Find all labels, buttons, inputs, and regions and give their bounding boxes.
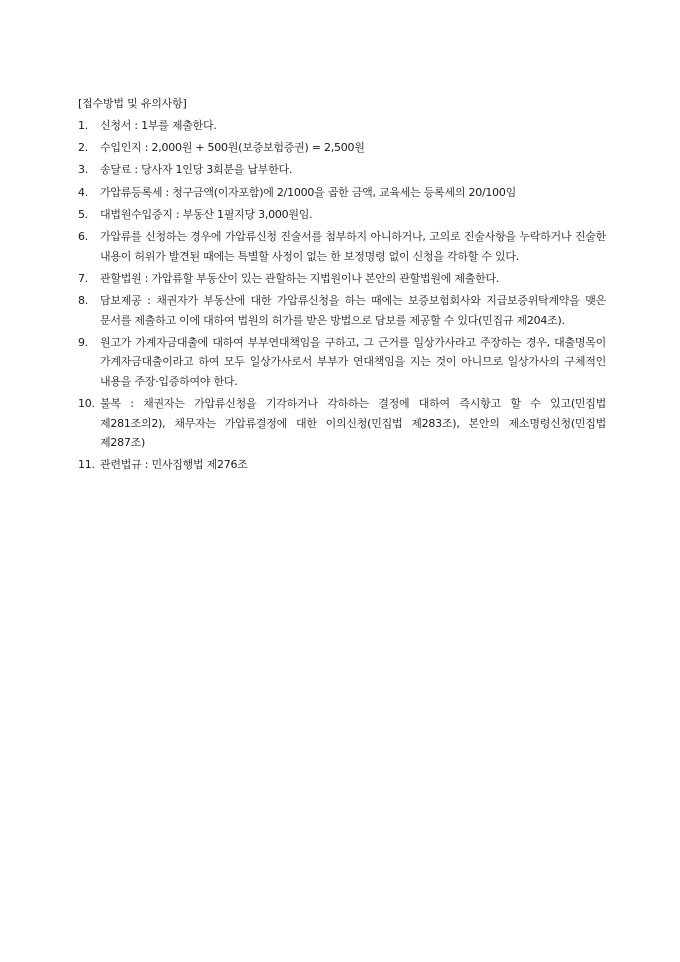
section-heading: [접수방법 및 유의사항] <box>78 97 187 110</box>
item-number: 1. <box>78 119 88 132</box>
item-number: 3. <box>78 163 88 177</box>
list-item <box>78 455 606 475</box>
item-text: 원고가 가계자금대출에 대하여 부부연대책임을 구하고, 그 근거를 일상가사라고 주장하는 경우, 대출명목이 가계자금대출이라고 하여 모두 일상가사로서 부부가 연대책임을 지는 것이 아니므로 일상가사의 구체적인 내용을 주장·입증하여야 한다. <box>100 335 606 388</box>
item-number: 9. <box>78 335 88 349</box>
item-text: 송달료 : 당사자 1인당 3회분을 납부한다. <box>100 163 293 177</box>
list-item <box>78 291 606 330</box>
item-text: 수입인지 : 2,000원 + 500원(보증보험증권) = 2,500원 <box>100 141 365 155</box>
item-text: 가압류등록세 : 청구금액(이자포함)에 2/1000을 곱한 금액, 교육세는 등록세의 20/100임 <box>100 185 517 199</box>
list-item <box>78 183 606 203</box>
item-text: 가압류를 신청하는 경우에 가압류신청 진술서를 첨부하지 아니하거나, 고의로 진술사항을 누락하거나 진술한 내용이 허위가 발견된 때에는 특별할 사정이 없는 한 보정명령 없이 신청을 각하할 수 있다. <box>100 229 606 263</box>
list-item <box>78 269 606 289</box>
notice-document <box>78 94 606 478</box>
item-text: 관할법원 : 가압류할 부동산이 있는 관할하는 지법원이나 본안의 관할법원에 제출한다. <box>100 271 500 285</box>
item-number: 4. <box>78 185 88 199</box>
item-text: 신청서 : 1부를 제출한다. <box>100 119 217 132</box>
item-number: 11. <box>78 458 95 472</box>
item-text: 관련법규 : 민사집행법 제276조 <box>100 458 248 472</box>
list-item <box>78 227 606 266</box>
item-number: 2. <box>78 141 88 155</box>
notes-list <box>78 116 606 475</box>
item-text: 불복 : 채권자는 가압류신청을 기각하거나 각하하는 결정에 대하여 즉시항고 할 수 있고(민집법 제281조의2), 채무자는 가압류결정에 대한 이의신청(민집법 제283조), 본안의 제소명령신청(민집법 제287조) <box>100 397 606 450</box>
list-item <box>78 116 606 136</box>
list-item <box>78 333 606 392</box>
item-number: 5. <box>78 207 88 221</box>
item-number: 6. <box>78 229 88 243</box>
item-number: 8. <box>78 293 88 307</box>
item-text: 담보제공 : 채권자가 부동산에 대한 가압류신청을 하는 때에는 보증보험회사와 지급보증위탁계약을 맺은 문서를 제출하고 이에 대하여 법원의 허가를 받은 방법으로 담보를 제공할 수 있다(민집규 제204조). <box>100 293 606 327</box>
item-number: 10. <box>78 397 95 411</box>
list-item <box>78 138 606 158</box>
list-item <box>78 394 606 453</box>
list-item <box>78 205 606 225</box>
item-text: 대법원수입증지 : 부동산 1필지당 3,000원임. <box>100 207 313 221</box>
list-item <box>78 160 606 180</box>
item-number: 7. <box>78 271 88 285</box>
